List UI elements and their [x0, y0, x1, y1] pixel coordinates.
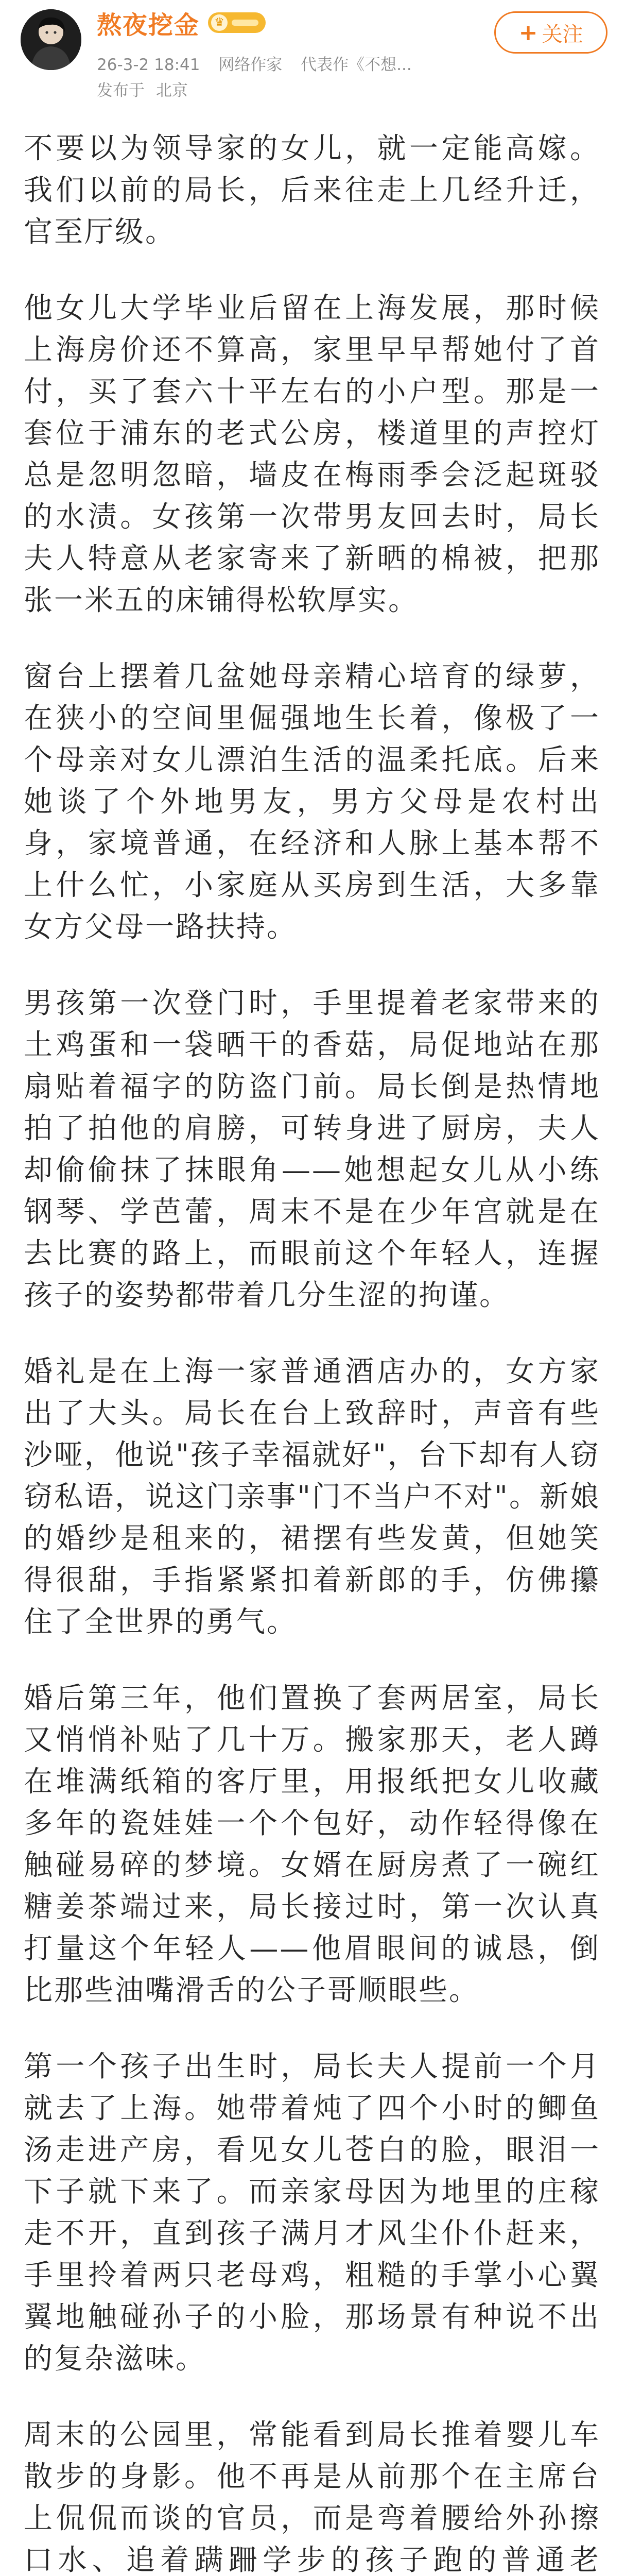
post-header	[0, 0, 625, 128]
paragraph: 婚后第三年，他们置换了套两居室，局长又悄悄补贴了几十万。搬家那天，老人蹲在堆满纸箱的客厅里，用报纸把女儿收藏多年的瓷娃娃一个个包好，动作轻得像在触碰易碎的梦境。女婿在厨房煮了一碗红糖姜茶端过来，局长接过时，第一次认真打量这个年轻人——他眉眼间的诚恳，倒比那些油嘴滑舌的公子哥顺眼些。	[24, 1682, 600, 2007]
level-badge[interactable]	[208, 12, 266, 33]
post-meta	[97, 52, 412, 75]
paragraph: 他女儿大学毕业后留在上海发展，那时候上海房价还不算高，家里早早帮她付了首付，买了套六十平左右的小户型。那是一套位于浦东的老式公房，楼道里的声控灯总是忽明忽暗，墙皮在梅雨季会泛起斑驳的水渍。女孩第一次带男友回去时，局长夫人特意从老家寄来了新晒的棉被，把那张一米五的床铺得松软厚实。	[24, 292, 600, 617]
publish-location	[97, 77, 194, 100]
follow-button[interactable]	[494, 11, 607, 54]
paragraph: 周末的公园里，常能看到局长推着婴儿车散步的身影。他不再是从前那个在主席台上侃侃而谈的官员，而是弯着腰给外孙擦口水、追着蹒跚学步的孩子跑的普通老	[24, 2418, 600, 2576]
author-source: 网络作家	[218, 56, 283, 74]
author-avatar[interactable]	[21, 9, 81, 70]
paragraph: 不要以为领导家的女儿，就一定能高嫁。我们以前的局长，后来往走上几经升迁，官至厅级。	[24, 132, 600, 249]
paragraph: 窗台上摆着几盆她母亲精心培育的绿萝，在狭小的空间里倔强地生长着，像极了一个母亲对女儿漂泊生活的温柔托底。后来她谈了个外地男友，男方父母是农村出身，家境普通，在经济和人脉上基本帮不上什么忙，小家庭从买房到生活，大多靠女方父母一路扶持。	[24, 660, 600, 944]
publish-prefix: 发布于	[97, 81, 145, 100]
paragraph: 男孩第一次登门时，手里提着老家带来的土鸡蛋和一袋晒干的香菇，局促地站在那扇贴着福字的防盗门前。局长倒是热情地拍了拍他的肩膀，可转身进了厨房，夫人却偷偷抹了抹眼角——她想起女儿从小练钢琴、学芭蕾，周末不是在少年宫就是在去比赛的路上，而眼前这个年轻人，连握孩子的姿势都带着几分生涩的拘谨。	[24, 987, 600, 1312]
plus-icon: +	[518, 19, 538, 46]
crown-icon: ♛	[211, 14, 228, 31]
paragraph: 婚礼是在上海一家普通酒店办的，女方家出了大头。局长在台上致辞时，声音有些沙哑，他说"孩子幸福就好"，台下却有人窃窃私语，说这门亲事"门不当户不对"。新娘的婚纱是租来的，裙摆有些发黄，但她笑得很甜，手指紧紧扣着新郎的手，仿佛攥住了全世界的勇气。	[24, 1355, 600, 1639]
author-name[interactable]: 熬夜挖金	[97, 10, 200, 40]
level-bar-icon	[232, 20, 258, 26]
follow-label: 关注	[542, 22, 583, 46]
author-description: 代表作《不想...	[301, 56, 412, 74]
avatar-image	[21, 9, 81, 70]
post-body	[0, 128, 625, 2576]
location-text: 北京	[155, 81, 188, 100]
username-row	[97, 4, 266, 41]
paragraph: 第一个孩子出生时，局长夫人提前一个月就去了上海。她带着炖了四个小时的鲫鱼汤走进产房，看见女儿苍白的脸，眼泪一下子就下来了。而亲家母因为地里的庄稼走不开，直到孩子满月才风尘仆仆赶来，手里拎着两只老母鸡，粗糙的手掌小心翼翼地触碰孙子的小脸，那场景有种说不出的复杂滋味。	[24, 2050, 600, 2376]
post-time: 26-3-2 18:41	[97, 56, 200, 74]
